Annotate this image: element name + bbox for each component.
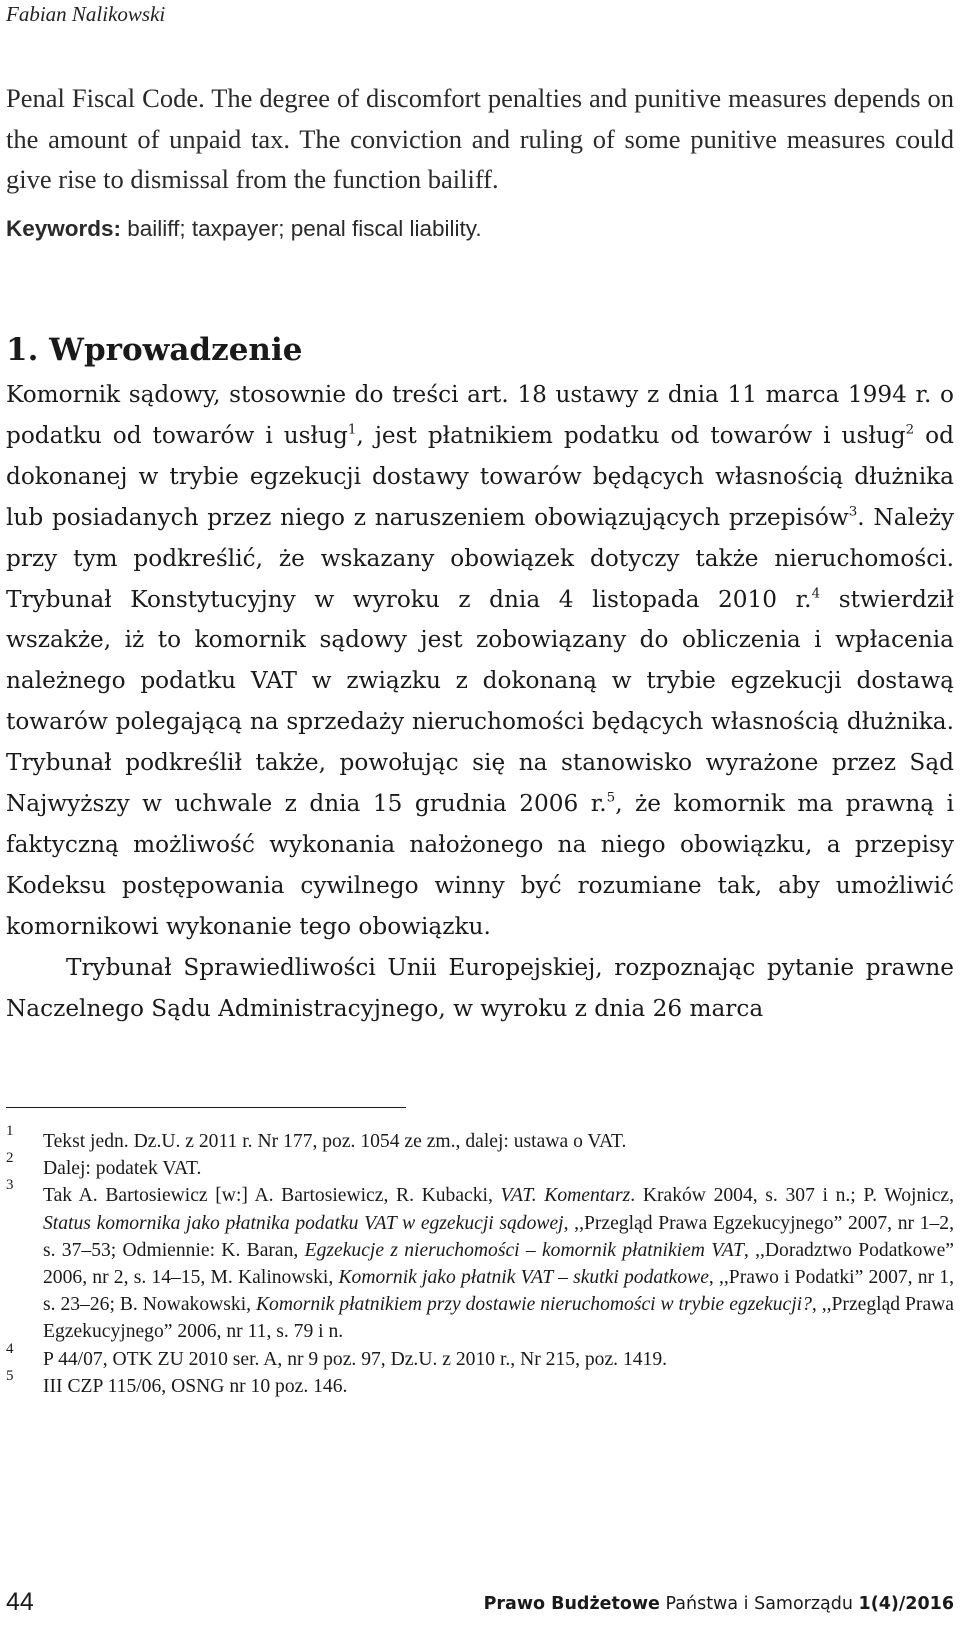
footnote-2 xyxy=(6,1150,954,1182)
footnote-text: , ,,Przegląd Prawa Egzekucyjnego” 2006, nr 11, s. 79 i n. xyxy=(43,1294,954,1343)
journal-name xyxy=(484,1594,954,1614)
footnotes xyxy=(6,1123,954,1400)
abstract xyxy=(6,78,954,200)
footnote-ref: 1 xyxy=(347,422,357,438)
footnote-number: 1 xyxy=(6,1123,14,1139)
paragraph-1-text: , że komornik ma prawną i faktyczną możliwość wykonania nałożonego na niego obowiązku, a przepisy Kodeksu postępowania cywilnego winny być rozumiane tak, aby umożliwić komornikowi wykonanie tego obowiązku. xyxy=(6,790,954,940)
paragraph-1 xyxy=(6,375,954,948)
paragraph-1-text: , jest płatnikiem podatku od towarów i usług xyxy=(356,421,906,449)
abstract-text: Penal Fiscal Code. The degree of discomfort penalties and punitive measures depends on the amount of unpaid tax. The conviction and ruling of some punitive measures could give rise to dismissal from the function bailiff. xyxy=(6,83,954,194)
footnote-ref: 5 xyxy=(606,790,616,806)
journal-title: Prawo Budżetowe xyxy=(483,1594,660,1614)
footnote-text: , ,,Przegląd Prawa Egzekucyjnego” 2007, nr 1–2, s. 37–53; Odmiennie: K. Baran, xyxy=(43,1212,954,1261)
footnote-text: P 44/07, OTK ZU 2010 ser. A, nr 9 poz. 97, Dz.U. z 2010 r., Nr 215, poz. 1419. xyxy=(43,1348,668,1370)
footnote-text: , ,,Doradztwo Podatkowe” 2006, nr 2, s. 14–15, M. Kalinowski, xyxy=(43,1239,954,1289)
footnote-ref: 3 xyxy=(848,504,858,520)
footnote-number: 4 xyxy=(6,1340,14,1357)
footnote-text: Dalej: podatek VAT. xyxy=(43,1158,202,1180)
keywords xyxy=(6,216,482,242)
body-text xyxy=(6,375,954,1030)
keywords-list: bailiff; taxpayer; penal fiscal liability. xyxy=(121,216,482,241)
footnote-text: Tak A. Bartosiewicz [w:] A. Bartosiewicz, R. Kubacki, xyxy=(43,1185,501,1207)
journal-issue: 1(4)/2016 xyxy=(858,1594,954,1614)
footnote-ref: 2 xyxy=(905,422,915,438)
footnote-1 xyxy=(6,1123,954,1155)
footnote-text: , ,,Prawo i Podatki” 2007, nr 1, s. 23–26; B. Nowakowski, xyxy=(43,1267,954,1316)
footnote-title: Komornik płatnikiem przy dostawie nieruchomości w trybie egzekucji? xyxy=(255,1294,812,1316)
page-number: 44 xyxy=(6,1588,34,1616)
footnote-title: Status komornika jako płatnika podatku VAT w egzekucji sądowej xyxy=(43,1212,564,1234)
footnote-title: Egzekucje z nieruchomości – komornik płatnikiem VAT xyxy=(304,1239,744,1261)
paragraph-1-text: stwierdził wszakże, iż to komornik sądowy jest zobowiązany do obliczenia i wpłacenia należnego podatku VAT w związku z dokonaną w trybie egzekucji dostawą towarów polegającą na sprzedaży nieruchomości będących własnością dłużnika. Trybunał podkreślił także, powołując się na stanowisko wyrażone przez Sąd Najwyższy w uchwale z dnia 15 grudnia 2006 r. xyxy=(6,585,954,818)
paragraph-1-text: . Należy przy tym podkreślić, że wskazany obowiązek dotyczy także nieruchomości. Trybunał Konstytucyjny w wyroku z dnia 4 listopada 2010 r. xyxy=(6,503,954,613)
footnote-text: III CZP 115/06, OSNG nr 10 poz. 146. xyxy=(43,1375,348,1397)
section-title: 1. Wprowadzenie xyxy=(6,332,303,368)
footnote-text: Tekst jedn. Dz.U. z 2011 r. Nr 177, poz. 1054 ze zm., dalej: ustawa o VAT. xyxy=(43,1131,627,1152)
running-header-author: Fabian Nalikowski xyxy=(6,2,166,26)
footnote-title: VAT. Komentarz xyxy=(500,1185,631,1207)
paragraph-1-text: Komornik sądowy, stosownie do treści art. 18 ustawy z dnia 11 marca 1994 r. o podatku od towarów i usług xyxy=(6,381,954,449)
page-footer xyxy=(6,1588,954,1624)
paragraph-1-text: od dokonanej w trybie egzekucji dostawy towarów będących własnością dłużnika lub posiadanych przez niego z naruszeniem obowiązujących przepisów xyxy=(6,421,954,531)
footnote-3 xyxy=(6,1177,954,1345)
footnote-number: 5 xyxy=(6,1367,14,1384)
footnote-4 xyxy=(6,1340,954,1373)
journal-subtitle: Państwa i Samorządu xyxy=(659,1594,859,1614)
footnote-5 xyxy=(6,1367,954,1400)
footnote-number: 3 xyxy=(6,1177,14,1194)
paragraph-2: Trybunał Sprawiedliwości Unii Europejskiej, rozpoznając pytanie prawne Naczelnego Sądu Administracyjnego, w wyroku z dnia 26 marca xyxy=(6,953,954,1022)
footnote-divider xyxy=(6,1107,406,1108)
footnote-title: Komornik jako płatnik VAT – skutki podatkowe xyxy=(338,1267,709,1289)
footnote-ref: 4 xyxy=(811,586,821,602)
keywords-label: Keywords: xyxy=(6,216,122,241)
footnote-number: 2 xyxy=(6,1150,14,1167)
footnote-text: . Kraków 2004, s. 307 i n.; P. Wojnicz, xyxy=(630,1185,954,1207)
